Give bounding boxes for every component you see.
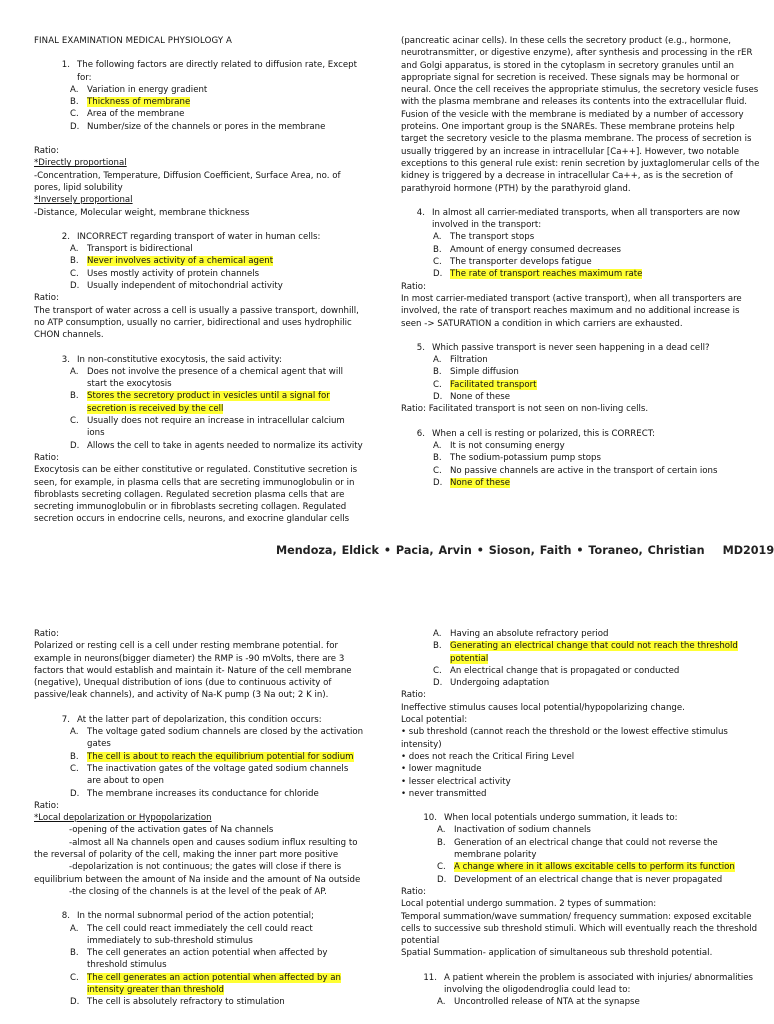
question-3 <box>34 354 364 366</box>
option-text: Usually independent of mitochondrial activity <box>87 281 283 292</box>
ratio-label: Ratio: <box>34 629 59 639</box>
option-text: Variation in energy gradient <box>87 84 208 95</box>
ratio-line: Spatial Summation- application of simultaneous sub threshold potential. <box>401 948 713 959</box>
question-text: The following factors are directly related to diffusion rate, Except for: <box>77 60 357 83</box>
question-text: In the normal subnormal period of the action potential; <box>77 911 314 922</box>
highlighted-answer: Facilitated transport <box>450 379 537 390</box>
q8-options <box>70 923 364 1009</box>
answer-option <box>433 268 761 280</box>
answer-option <box>70 96 364 108</box>
question-number: 8. <box>61 911 70 922</box>
option-text: Amount of energy consumed decreases <box>450 244 621 255</box>
answer-option <box>433 465 761 477</box>
option-letter: D. <box>433 392 443 403</box>
option-letter: C. <box>70 109 79 120</box>
option-letter: A. <box>70 727 79 738</box>
option-letter: B. <box>433 244 442 255</box>
question-number: 6. <box>416 428 425 439</box>
question-number: 5. <box>416 342 425 353</box>
option-letter: B. <box>437 837 446 848</box>
answer-option <box>70 108 364 120</box>
option-letter: D. <box>70 788 80 799</box>
question-text: INCORRECT regarding transport of water in human cells: <box>77 231 321 242</box>
answer-option <box>70 788 364 800</box>
ratio-label: Ratio: <box>34 293 59 304</box>
option-text: The sodium-potassium pump stops <box>450 453 601 464</box>
option-text: The cell could react immediately the cell could react immediately to sub-threshold stimulus <box>87 923 313 946</box>
option-text: An electrical change that is propagated or conducted <box>450 665 680 676</box>
page-footer <box>276 545 774 557</box>
question-1 <box>34 59 364 84</box>
q4-options <box>433 231 761 280</box>
ratio-text: In most carrier-mediated transport (active transport), when all transporters are involved, the rate of transport reaches maximum and no additional increase is seen -> SATURATION a condition in which carriers are exhausted. <box>401 293 742 329</box>
ratio-inverse-heading: *Inversely proportional <box>34 195 133 206</box>
answer-option <box>70 947 364 972</box>
option-letter: C. <box>433 379 442 390</box>
question-number: 10. <box>423 813 437 824</box>
footer-code: MD2019 <box>722 544 774 557</box>
ratio-text: Exocytosis can be either constitutive or regulated. Constitutive secretion is seen, for example, in plasma cells that are secreting immunoglobulin or in fibroblasts secreting collagen. Regulated secretion plasma cells that are secreting immunoglobulin or in fibroblasts secreting collagen. Regulated secretion occurs in endocrine cells, neurons, and exocrine glandular cells <box>34 465 358 525</box>
question-number: 11. <box>423 972 437 983</box>
option-letter: A. <box>437 825 446 836</box>
ratio-line: -almost all Na channels open and causes sodium influx resulting to the reversal of polarity of the cell, making the inner part more positive <box>34 837 358 861</box>
option-letter: C. <box>433 665 442 676</box>
answer-option <box>70 763 364 788</box>
bullet-item: • never transmitted <box>401 788 487 799</box>
option-letter: B. <box>433 367 442 378</box>
ratio-text: Polarized or resting cell is a cell under resting membrane potential. for example in neurons(bigger diameter) the RMP is -90 mVolts, there are 3 factors that would establish and maintain it- Nature of the cell membrane (negative), Unequal distribution of ions (due to continuous activity of passive/leak channels), and activity of Na-K pump (3 Na out; 2 K in). <box>34 641 352 701</box>
q9-options <box>433 628 761 689</box>
answer-option <box>70 280 364 292</box>
answer-option <box>70 751 364 763</box>
option-letter: C. <box>433 257 442 268</box>
answer-option <box>433 677 761 689</box>
option-letter: A. <box>437 997 446 1008</box>
ratio-continuation: (pancreatic acinar cells). In these cells the secretory product (e.g., hormone, neurotransmitter, or digestive enzyme), after synthesis and processing in the rER and Golgi apparatus, is stored in the cytoplasm in secretory granules until an appropriate signal for secretion is received. These signals may be hormonal or neural. Once the cell receives the appropriate stimulus, the secretory vesicle fuses with the plasma membrane and releases its contents into the extracellular fluid. Fusion of the vesicle with the membrane is mediated by a number of accessory proteins. One important group is the SNAREs. These membrane proteins help target the secretory vesicle to the plasma membrane. The process of secretion is usually triggered by an increase in intracellular [Ca++]. However, two notable exceptions to this general rule exist: renin secretion by juxtaglomerular cells of the kidney is triggered by a decrease in intracellular Ca++, as is the secretion of parathyroid hormone (PTH) by the parathyroid gland. <box>401 36 760 194</box>
highlighted-answer: The cell is about to reach the equilibrium potential for sodium <box>87 751 354 762</box>
option-text: The membrane increases its conductance for chloride <box>87 788 319 799</box>
highlighted-answer: Generating an electrical change that could not reach the threshold potential <box>450 641 738 664</box>
page2-right-column <box>401 628 761 1009</box>
option-letter: B. <box>433 641 442 652</box>
option-letter: D. <box>433 269 443 280</box>
answer-option <box>433 391 761 403</box>
option-text: The transport stops <box>450 232 535 243</box>
option-text: The cell is absolutely refractory to stimulation <box>87 997 285 1008</box>
option-letter: C. <box>70 268 79 279</box>
ratio-line: -depolarization is not continuous; the gates will close if there is equilibrium between the amount of Na inside and the amount of Na outside <box>34 862 361 885</box>
question-number: 1. <box>61 60 70 71</box>
option-text: Undergoing adaptation <box>450 678 550 689</box>
ratio-text: The transport of water across a cell is usually a passive transport, downhill, no ATP consumption, usually no carrier, bidirectional and uses hydrophilic CHON channels. <box>34 305 359 341</box>
answer-option <box>70 84 364 96</box>
answer-option <box>70 243 364 255</box>
answer-option <box>433 354 761 366</box>
highlighted-answer: A change where in it allows excitable cells to perform its function <box>454 862 735 873</box>
answer-option <box>433 256 761 268</box>
highlighted-answer: Stores the secretory product in vesicles until a signal for secretion is received by the cell <box>87 391 330 414</box>
highlighted-answer: The rate of transport reaches maximum rate <box>450 269 643 280</box>
answer-option <box>433 366 761 378</box>
answer-option <box>433 477 761 489</box>
option-letter: D. <box>433 678 443 689</box>
q6-options <box>433 440 761 489</box>
answer-option <box>70 255 364 267</box>
q7-options <box>70 726 364 800</box>
option-letter: D. <box>70 997 80 1008</box>
bullet-item: • sub threshold (cannot reach the threshold or the lowest effective stimulus intensity) <box>401 727 728 750</box>
answer-option <box>70 268 364 280</box>
page2-left-column <box>34 628 364 1009</box>
highlighted-answer: The cell generates an action potential when affected by an intensity greater than threshold <box>87 972 341 996</box>
ratio-text: Ratio: Facilitated transport is not seen on non-living cells. <box>401 404 649 415</box>
local-potential-bullets <box>401 726 761 800</box>
answer-option <box>433 452 761 464</box>
option-letter: B. <box>433 453 442 464</box>
option-text: Development of an electrical change that is never propagated <box>454 874 723 885</box>
option-text: Filtration <box>450 355 488 366</box>
answer-option <box>437 996 761 1008</box>
question-number: 4. <box>416 207 425 218</box>
answer-option <box>433 665 761 677</box>
option-text: No passive channels are active in the transport of certain ions <box>450 465 718 476</box>
answer-option <box>433 640 761 665</box>
question-text: In non-constitutive exocytosis, the said activity: <box>77 354 282 365</box>
ratio-label: Ratio: <box>34 800 59 811</box>
ratio-line: -the closing of the channels is at the level of the peak of AP. <box>69 886 327 897</box>
option-letter: C. <box>70 416 79 427</box>
option-text: Number/size of the channels or pores in the membrane <box>87 121 326 132</box>
highlighted-answer: Never involves activity of a chemical agent <box>87 256 274 267</box>
option-letter: D. <box>433 477 443 488</box>
answer-option <box>437 861 761 873</box>
option-text: Usually does not require an increase in intracellular calcium ions <box>87 416 345 439</box>
option-letter: A. <box>70 923 79 934</box>
option-letter: D. <box>70 440 80 451</box>
highlighted-answer: None of these <box>450 477 511 488</box>
option-letter: D. <box>437 874 447 885</box>
option-letter: A. <box>433 355 442 366</box>
question-text: A patient wherein the problem is associated with injuries/ abnormalities involving the oligodendroglia could lead to: <box>444 972 753 996</box>
question-4 <box>401 207 761 232</box>
answer-option <box>70 440 364 452</box>
option-text: Area of the membrane <box>87 109 185 120</box>
question-text: In almost all carrier-mediated transports, when all transporters are now involved in the transport: <box>432 207 741 231</box>
answer-option <box>70 923 364 948</box>
option-letter: A. <box>70 244 79 255</box>
option-letter: A. <box>433 440 442 451</box>
ratio-label: Ratio: <box>401 886 426 897</box>
ratio-direct-text: -Concentration, Temperature, Diffusion Coefficient, Surface Area, no. of pores, lipid solubility <box>34 170 341 193</box>
page1-left-column <box>34 35 364 526</box>
ratio-line: -opening of the activation gates of Na channels <box>69 825 274 836</box>
option-letter: D. <box>70 281 80 292</box>
answer-option <box>437 824 761 836</box>
page1-right-column <box>401 35 761 489</box>
answer-option <box>433 440 761 452</box>
option-letter: A. <box>70 84 79 95</box>
answer-option <box>70 996 364 1008</box>
option-letter: B. <box>70 256 79 267</box>
option-letter: A. <box>70 366 79 377</box>
question-5 <box>401 342 761 354</box>
highlighted-answer: Thickness of membrane <box>87 97 191 108</box>
option-letter: C. <box>70 972 79 983</box>
answer-option <box>70 415 364 440</box>
answer-option <box>433 244 761 256</box>
bullet-item: • does not reach the Critical Firing Level <box>401 751 575 762</box>
bullet-item: • lesser electrical activity <box>401 776 511 787</box>
question-text: When local potentials undergo summation, it leads to: <box>444 813 678 824</box>
question-10 <box>401 812 761 824</box>
q3-options <box>70 366 364 452</box>
ratio-label: Ratio: <box>401 281 426 292</box>
q5-options <box>433 354 761 403</box>
answer-option <box>70 366 364 391</box>
option-text: Inactivation of sodium channels <box>454 825 591 836</box>
option-letter: B. <box>70 948 79 959</box>
ratio-line: Local potential: <box>401 715 468 726</box>
question-text: Which passive transport is never seen happening in a dead cell? <box>432 342 710 353</box>
answer-option <box>70 726 364 751</box>
option-text: Does not involve the presence of a chemical agent that will start the exocytosis <box>87 366 343 390</box>
question-number: 2. <box>61 231 70 242</box>
ratio-direct-heading: *Directly proportional <box>34 158 127 169</box>
q10-options <box>437 824 761 885</box>
ratio-line: Ineffective stimulus causes local potential/hypopolarizing change. <box>401 702 685 713</box>
ratio-heading: *Local depolarization or Hypopolarization <box>34 813 212 824</box>
option-letter: C. <box>437 862 446 873</box>
option-letter: B. <box>70 391 79 402</box>
ratio-label: Ratio: <box>401 690 426 701</box>
question-6 <box>401 428 761 440</box>
ratio-label: Ratio: <box>34 146 59 157</box>
bullet-item: • lower magnitude <box>401 764 482 775</box>
ratio-line: Local potential undergo summation. 2 types of summation: <box>401 899 657 910</box>
answer-option <box>70 390 364 415</box>
answer-option <box>433 379 761 391</box>
option-letter: C. <box>433 465 442 476</box>
option-text: The cell generates an action potential when affected by threshold stimulus <box>87 948 328 971</box>
q1-options <box>70 84 364 133</box>
option-text: Transport is bidirectional <box>87 244 193 255</box>
exam-title: FINAL EXAMINATION MEDICAL PHYSIOLOGY A <box>34 36 232 46</box>
question-text: At the latter part of depolarization, this condition occurs: <box>77 714 322 725</box>
option-text: Allows the cell to take in agents needed to normalize its activity <box>87 440 363 451</box>
question-number: 3. <box>61 354 70 365</box>
answer-option <box>70 972 364 997</box>
option-letter: C. <box>70 763 79 774</box>
option-letter: A. <box>433 232 442 243</box>
ratio-inverse-text: -Distance, Molecular weight, membrane thickness <box>34 207 250 218</box>
option-text: Uses mostly activity of protein channels <box>87 268 260 279</box>
option-text: Generation of an electrical change that could not reverse the membrane polarity <box>454 837 718 861</box>
ratio-label: Ratio: <box>34 452 59 463</box>
q11-options <box>437 996 761 1008</box>
ratio-line: Temporal summation/wave summation/ frequency summation: exposed excitable cells to successive sub threshold stimuli. Which will eventually reach the threshold potential <box>401 911 758 947</box>
question-2 <box>34 231 364 243</box>
footer-authors: Mendoza, Eldick • Pacia, Arvin • Sioson, Faith • Toraneo, Christian <box>276 544 705 557</box>
option-letter: B. <box>70 751 79 762</box>
option-text: It is not consuming energy <box>450 440 565 451</box>
question-8 <box>34 910 364 922</box>
option-text: The transporter develops fatigue <box>450 257 592 268</box>
question-text: When a cell is resting or polarized, this is CORRECT: <box>432 428 655 439</box>
option-text: The inactivation gates of the voltage gated sodium channels are about to open <box>87 763 349 787</box>
answer-option <box>70 121 364 133</box>
option-text: Simple diffusion <box>450 367 519 378</box>
q2-options <box>70 243 364 292</box>
option-text: The voltage gated sodium channels are closed by the activation gates <box>87 727 364 750</box>
option-text: Having an absolute refractory period <box>450 629 609 639</box>
answer-option <box>433 231 761 243</box>
option-text: Uncontrolled release of NTA at the synapse <box>454 997 640 1008</box>
option-letter: B. <box>70 97 79 108</box>
question-11 <box>401 972 761 997</box>
question-number: 7. <box>61 714 70 725</box>
question-7 <box>34 714 364 726</box>
answer-option <box>437 874 761 886</box>
option-text: None of these <box>450 392 511 403</box>
answer-option <box>433 628 761 640</box>
option-letter: D. <box>70 121 80 132</box>
answer-option <box>437 837 761 862</box>
option-letter: A. <box>433 629 442 639</box>
